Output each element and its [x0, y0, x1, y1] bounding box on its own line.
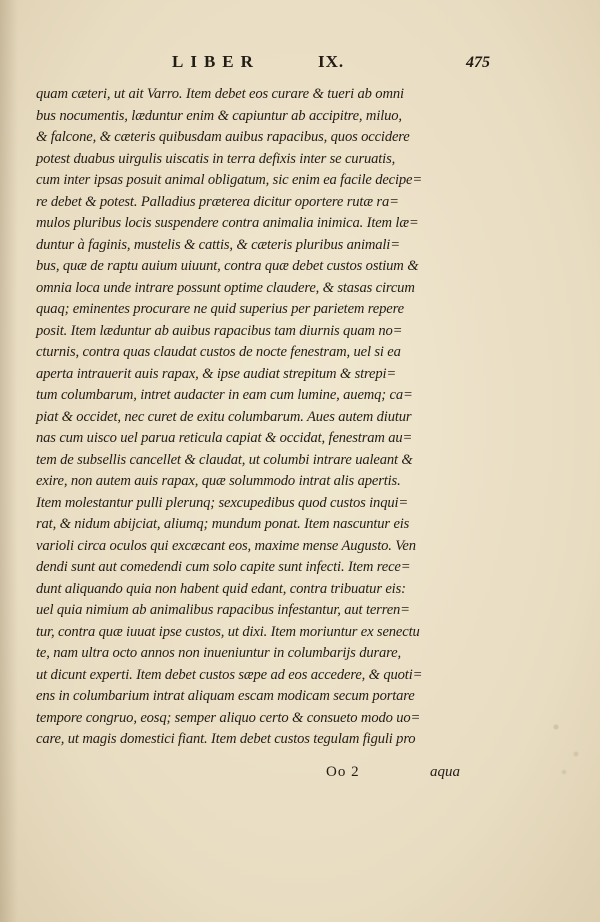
- text-line: mulos pluribus locis suspendere contra animalia inimica. Item læ=: [36, 215, 419, 231]
- text-line: exire, non autem auis rapax, quæ solummodo intrat alis apertis.: [36, 473, 401, 489]
- running-head: LIBER: [172, 52, 260, 71]
- text-line: quam cæteri, ut ait Varro. Item debet eos curare & tueri ab omni: [36, 86, 404, 102]
- text-line: piat & occidet, nec curet de exitu columbarum. Aues autem diutur: [36, 408, 412, 425]
- text-line: dendi sunt aut comedendi cum solo capite sunt infecti. Item rece=: [36, 559, 411, 575]
- catchword: aqua: [430, 764, 460, 780]
- text-line: tur, contra quæ iuuat ipse custos, ut dixi. Item moriuntur ex senectu: [36, 623, 420, 640]
- paper-stain: [548, 700, 588, 790]
- text-line: posit. Item læduntur ab auibus rapacibus tam diurnis quam no=: [36, 322, 403, 339]
- text-line: ens in columbarium intrat aliquam escam modicam secum portare: [36, 688, 415, 704]
- text-line: nas cum uisco uel parua reticula capiat & occidat, fenestram au=: [36, 430, 413, 446]
- text-line: care, ut magis domestici fiant. Item debet custos tegulam figuli pro: [36, 731, 416, 747]
- text-line: uel quia nimium ab animalibus rapacibus infestantur, aut terren=: [36, 602, 410, 618]
- chapter-number: IX.: [318, 52, 345, 71]
- text-line: aperta intrauerit auis rapax, & ipse audiat strepitum & strepi=: [36, 365, 397, 382]
- text-line: bus nocumentis, læduntur enim & capiuntur ab accipitre, miluo,: [36, 107, 402, 124]
- text-line: ut dicunt experti. Item debet custos sæpe ad eos accedere, & quoti=: [36, 666, 423, 683]
- text-line: varioli circa oculos qui excæcant eos, maxime mense Augusto. Ven: [36, 537, 416, 554]
- page-number: 475: [466, 54, 490, 71]
- text-line: bus, quæ de raptu auium uiuunt, contra quæ debet custos ostium &: [36, 258, 419, 274]
- text-line: Item molestantur pulli plerunq; sexcupedibus quod custos inqui=: [36, 494, 409, 511]
- text-line: quaq; eminentes procurare ne quid superius per parietem repere: [36, 301, 404, 317]
- text-line: te, nam ultra octo annos non inueniuntur in columbarijs durare,: [36, 645, 401, 661]
- body-text: [36, 84, 466, 751]
- text-line: tempore congruo, eosq; semper aliquo certo & consueto modo uo=: [36, 709, 421, 726]
- text-line: & falcone, & cæteris quibusdam auibus rapacibus, quos occidere: [36, 129, 410, 145]
- signature-mark: Oo 2: [326, 764, 360, 780]
- text-line: duntur à faginis, mustelis & cattis, & cæteris pluribus animali=: [36, 236, 400, 253]
- text-line: omnia loca unde intrare possunt optime claudere, & stasas circum: [36, 279, 415, 296]
- text-line: re debet & potest. Palladius præterea dicitur oportere rutæ ra=: [36, 193, 399, 210]
- text-line: dunt aliquando quia non habent quid edant, contra tribuatur eis:: [36, 580, 406, 597]
- text-line: rat, & nidum abijciat, aliumq; mundum ponat. Item nascuntur eis: [36, 516, 410, 532]
- page-header: [0, 52, 600, 80]
- text-line: tem de subsellis cancellet & claudat, ut columbi intrare ualeant &: [36, 451, 413, 468]
- text-line: cturnis, contra quas claudat custos de nocte fenestram, uel si ea: [36, 344, 401, 360]
- page-footer: [0, 764, 600, 788]
- text-line: potest duabus uirgulis uiscatis in terra defixis inter se curuatis,: [36, 150, 396, 167]
- text-line: tum columbarum, intret audacter in eam cum lumine, auemq; ca=: [36, 387, 413, 403]
- text-line: cum inter ipsas posuit animal obligatum, sic enim ea facile decipe=: [36, 172, 423, 188]
